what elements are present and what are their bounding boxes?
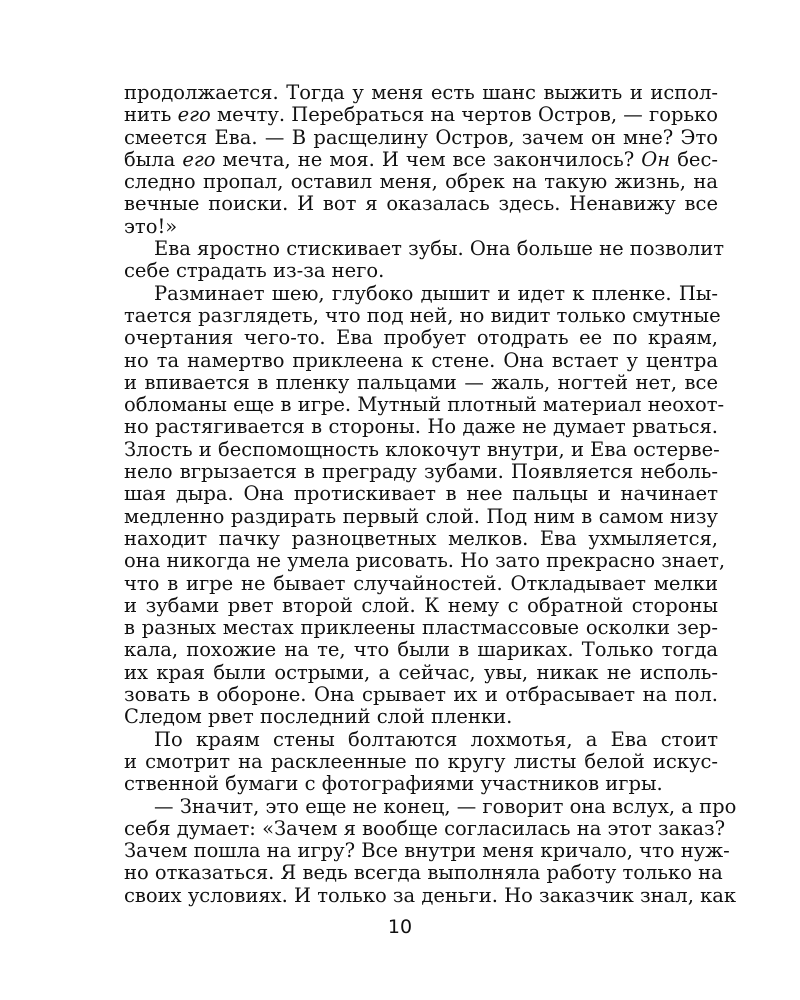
text-run: ственной бумаги с фотографиями участников игры. [124, 772, 663, 796]
text-run: Разминает шею, глубоко дышит и идет к пленке. Пы- [154, 281, 718, 305]
text-run: зовать в обороне. Она срывает их и отбрасывает на пол. [124, 683, 718, 707]
text-line [124, 528, 718, 550]
text-line [124, 393, 725, 417]
text-run: в разных местах приклеены пластмассовые осколки зер- [124, 616, 718, 640]
text-line [124, 573, 718, 595]
text-run: и впивается в пленку пальцами — жаль, ногтей нет, все [124, 370, 718, 394]
text-line [124, 149, 718, 171]
text-line [124, 439, 718, 461]
italic-word: его [182, 147, 216, 171]
body-text [124, 81, 737, 907]
text-run: тается разглядеть, что под ней, но видит только смутные [124, 303, 721, 327]
text-run: но растягивается в стороны. Но даже не думает рваться. [124, 415, 718, 439]
text-line [124, 883, 737, 907]
text-line [124, 595, 718, 617]
page-number: 10 [387, 916, 413, 938]
text-line [124, 82, 718, 104]
text-run: шая дыра. Она протискивает в нее пальцы и начинает [124, 482, 718, 506]
text-run: очертания чего-то. Ева пробует отодрать ее по краям, [124, 326, 718, 350]
text-run: нело вгрызается в преграду зубами. Появляется неболь- [124, 460, 718, 484]
text-line [124, 751, 718, 773]
text-run: была [124, 147, 183, 171]
text-line [124, 237, 725, 261]
text-line [124, 839, 730, 863]
text-run: обломаны еще в игре. Мутный плотный материал неохот- [124, 393, 725, 417]
text-run: кала, похожие на те, что были в шариках. Только тогда [124, 638, 718, 662]
text-run: их края были острыми, а сейчас, увы, никак не исполь- [124, 660, 718, 684]
text-run: находит пачку разноцветных мелков. Ева ухмыляется, [124, 526, 718, 550]
text-run: Ева яростно стискивает зубы. Она больше не позволит [154, 237, 725, 261]
text-run: Злость и беспомощность клокочут внутри, и Ева остерве- [124, 437, 720, 461]
text-run: смеется Ева. — В расщелину Остров, зачем он мне? Это [124, 125, 718, 149]
text-line [124, 483, 718, 505]
text-line [124, 794, 737, 818]
text-line [124, 549, 726, 573]
text-line [124, 461, 718, 483]
text-run: это!» [124, 214, 178, 238]
text-run: — Значит, это еще не конец, — говорит она вслух, а про [154, 794, 737, 818]
text-run: но отказаться. Я ведь всегда выполняла работу только на [124, 861, 723, 885]
text-line [124, 816, 726, 840]
text-line [124, 350, 718, 372]
text-run: мечта, не моя. И чем все закончилось? [215, 147, 642, 171]
text-run: она никогда не умела рисовать. Но зато прекрасно знает, [124, 549, 726, 573]
text-run: следно пропал, оставил меня, обрек на такую жизнь, на [124, 170, 718, 194]
text-run: себе страдать из-за него. [124, 259, 385, 283]
text-run: и зубами рвет второй слой. К нему с обратной стороны [124, 593, 718, 617]
text-run: своих условиях. И только за деньги. Но заказчик знал, как [124, 883, 737, 907]
text-run: и смотрит на расклеенные по кругу листы белой искус- [124, 749, 718, 773]
italic-word: Он [641, 147, 671, 171]
text-run: медленно раздирать первый слой. Под ним в самом низу [124, 504, 718, 528]
text-line [124, 327, 718, 349]
text-line [124, 617, 718, 639]
text-run: Зачем пошла на игру? Все внутри меня кричало, что нуж- [124, 839, 730, 863]
text-line [124, 283, 718, 305]
text-line [124, 729, 718, 751]
text-line [124, 127, 718, 149]
text-run: вечные поиски. И вот я оказалась здесь. Ненавижу все [124, 192, 718, 216]
text-line [124, 193, 718, 215]
text-run: бес- [670, 147, 718, 171]
text-line [124, 303, 721, 327]
text-line [124, 506, 718, 528]
text-line [124, 372, 718, 394]
text-line [124, 260, 718, 282]
text-line [124, 861, 723, 885]
text-line [124, 684, 718, 706]
text-run: себя думает: «Зачем я вообще согласилась на этот заказ? [124, 816, 726, 840]
text-line [124, 104, 718, 126]
text-line [124, 416, 718, 438]
text-line [124, 773, 718, 795]
text-run: но та намертво приклеена к стене. Она встает у центра [124, 348, 718, 372]
text-run: продолжается. Тогда у меня есть шанс выжить и испол- [124, 81, 718, 104]
text-line [124, 662, 718, 684]
text-run: что в игре не бывает случайностей. Откладывает мелки [124, 571, 718, 595]
text-line [124, 706, 718, 728]
text-run: По краям стены болтаются лохмотья, а Ева стоит [154, 727, 718, 751]
italic-word: его [177, 103, 211, 127]
text-run: мечту. Перебраться на чертов Остров, — горько [210, 103, 718, 127]
text-line [124, 171, 718, 193]
text-run: нить [124, 103, 178, 127]
text-line [124, 639, 718, 661]
text-line [124, 216, 718, 238]
text-run: Следом рвет последний слой пленки. [124, 705, 513, 729]
